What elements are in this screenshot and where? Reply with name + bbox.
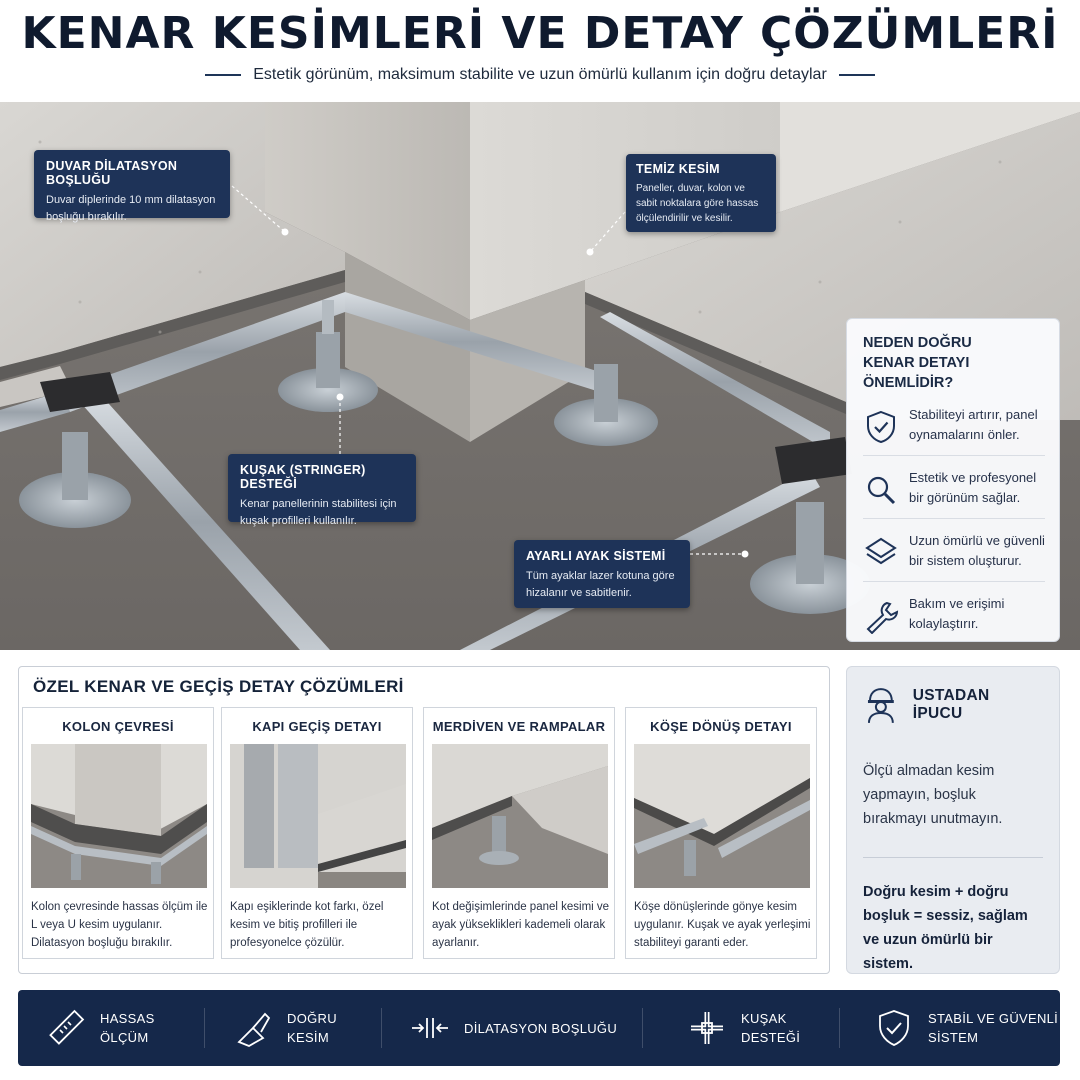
feature-footer-bar — [18, 990, 1060, 1066]
callout-text: Duvar diplerinde 10 mm dilatasyon boşluğu bırakılır. — [46, 194, 216, 223]
tip-text: Ölçü almadan kesim yapmayın, boşluk bırakmayı unutmayın. — [863, 763, 1003, 827]
why-item-text: Bakım ve erişimi kolaylaştırır. — [909, 596, 1005, 631]
why-item-text: Estetik ve profesyonel bir görünüm sağlar. — [909, 470, 1037, 505]
divider — [863, 581, 1045, 582]
layers-icon — [863, 535, 899, 571]
callout-stringer — [228, 454, 416, 527]
special-detail-section — [18, 666, 830, 974]
divider — [863, 455, 1045, 456]
card-image-stairs — [432, 744, 608, 888]
card-image-corner — [634, 744, 810, 888]
why-item — [863, 594, 1045, 634]
page-title: KENAR KESİMLERİ VE DETAY ÇÖZÜMLERİ — [21, 8, 1059, 59]
tip-title: USTADAN İPUCU — [912, 687, 990, 722]
why-panel-title — [863, 333, 1045, 393]
header — [0, 0, 1080, 102]
callout-title: TEMİZ KESİM — [636, 162, 720, 176]
subtitle-rule-right — [839, 74, 875, 76]
why-item — [863, 405, 1045, 445]
tip-header — [863, 685, 1043, 725]
why-item — [863, 468, 1045, 508]
subtitle-row — [0, 66, 1080, 84]
special-section-title: ÖZEL KENAR VE GEÇİŞ DETAY ÇÖZÜMLERİ — [33, 677, 404, 696]
footer-label-line2: DESTEĞİ — [741, 1030, 801, 1045]
card-title: KAPI GEÇİŞ DETAYI — [252, 719, 382, 734]
master-tip-panel — [846, 666, 1060, 974]
shield-check-icon — [874, 1008, 914, 1048]
page-subtitle: Estetik görünüm, maksimum stabilite ve uzun ömürlü kullanım için doğru detaylar — [253, 66, 827, 83]
footer-item-label — [287, 1009, 337, 1047]
card-title: MERDİVEN VE RAMPALAR — [432, 719, 606, 734]
cross-support-icon — [687, 1008, 727, 1048]
callout-text: Tüm ayaklar lazer kotuna göre hizalanır ve sabitlenir. — [526, 570, 675, 599]
footer-label-line1: HASSAS — [100, 1011, 155, 1026]
footer-label-line2: SİSTEM — [928, 1030, 979, 1045]
tip-conclusion: Doğru kesim + doğru boşluk = sessiz, sağlam ve uzun ömürlü bir sistem. — [863, 884, 1028, 972]
magnifier-icon — [863, 472, 899, 508]
footer-label-line2: KESİM — [287, 1030, 329, 1045]
footer-item-stable — [840, 1005, 1060, 1051]
card-image-column — [31, 744, 207, 888]
detail-card-column — [22, 707, 214, 959]
callout-title: AYARLI AYAK SİSTEMİ — [526, 549, 666, 563]
footer-label-line1: DOĞRU — [287, 1011, 337, 1026]
divider — [863, 857, 1043, 858]
detail-card-stairs — [423, 707, 615, 959]
card-title: KOLON ÇEVRESİ — [62, 719, 174, 734]
footer-item-cut — [205, 1005, 381, 1051]
worker-helmet-icon — [863, 685, 899, 725]
footer-item-gap — [382, 1005, 642, 1051]
callout-pedestal — [514, 540, 690, 608]
why-edge-detail-panel — [846, 318, 1060, 642]
callout-title: KUŞAK (STRINGER) DESTEĞİ — [240, 463, 366, 491]
why-title-line1: NEDEN DOĞRU — [863, 335, 972, 351]
shield-check-icon — [863, 409, 899, 445]
footer-item-stringer — [643, 1005, 839, 1051]
footer-item-label — [741, 1009, 800, 1047]
footer-label-line2: ÖLÇÜM — [100, 1030, 149, 1045]
footer-label-line1: KUŞAK — [741, 1011, 787, 1026]
footer-item-measure — [18, 1005, 204, 1051]
detail-card-corner — [625, 707, 817, 959]
callout-text: Paneller, duvar, kolon ve sabit noktalara göre hassas ölçülendirilir ve kesilir. — [636, 183, 759, 224]
callout-title: DUVAR DİLATASYON BOŞLUĞU — [46, 159, 178, 187]
why-title-line2: KENAR DETAYI ÖNEMLİDİR? — [863, 355, 970, 391]
callout-wall-gap — [34, 150, 230, 223]
card-title: KÖŞE DÖNÜŞ DETAYI — [650, 719, 792, 734]
why-item-text: Stabiliteyi artırır, panel oynamalarını önler. — [909, 407, 1038, 442]
footer-item-label — [464, 1019, 617, 1038]
ruler-icon — [46, 1008, 86, 1048]
gap-arrows-icon — [410, 1008, 450, 1048]
divider — [863, 518, 1045, 519]
wrench-icon — [863, 598, 899, 634]
why-item-text: Uzun ömürlü ve güvenli bir sistem oluşturur. — [909, 533, 1045, 568]
callout-text: Kenar panellerinin stabilitesi için kuşak profilleri kullanılır. — [240, 498, 397, 527]
subtitle-rule-left — [205, 74, 241, 76]
why-item — [863, 531, 1045, 571]
footer-label-line1: DİLATASYON BOŞLUĞU — [464, 1020, 618, 1036]
footer-item-label — [100, 1009, 155, 1047]
detail-card-door — [221, 707, 413, 959]
card-description: Köşe dönüşlerinde gönye kesim uygulanır. Kuşak ve ayak yerleşimi stabiliteyi garanti eder. — [634, 901, 811, 949]
callout-clean-cut — [626, 154, 776, 232]
footer-label-line1: STABİL VE GÜVENLİ — [928, 1011, 1059, 1026]
card-description: Kot değişimlerinde panel kesimi ve ayak yükseklikleri kademeli olarak ayarlanır. — [432, 901, 610, 949]
footer-item-label — [928, 1009, 1058, 1047]
card-image-door — [230, 744, 406, 888]
cutter-icon — [233, 1008, 273, 1048]
card-description: Kapı eşiklerinde kot farkı, özel kesim ve bitiş profilleri ile profesyonelce çözülür. — [230, 901, 384, 949]
card-description: Kolon çevresinde hassas ölçüm ile L veya U kesim uygulanır. Dilatasyon boşluğu bırakılır. — [31, 901, 208, 949]
